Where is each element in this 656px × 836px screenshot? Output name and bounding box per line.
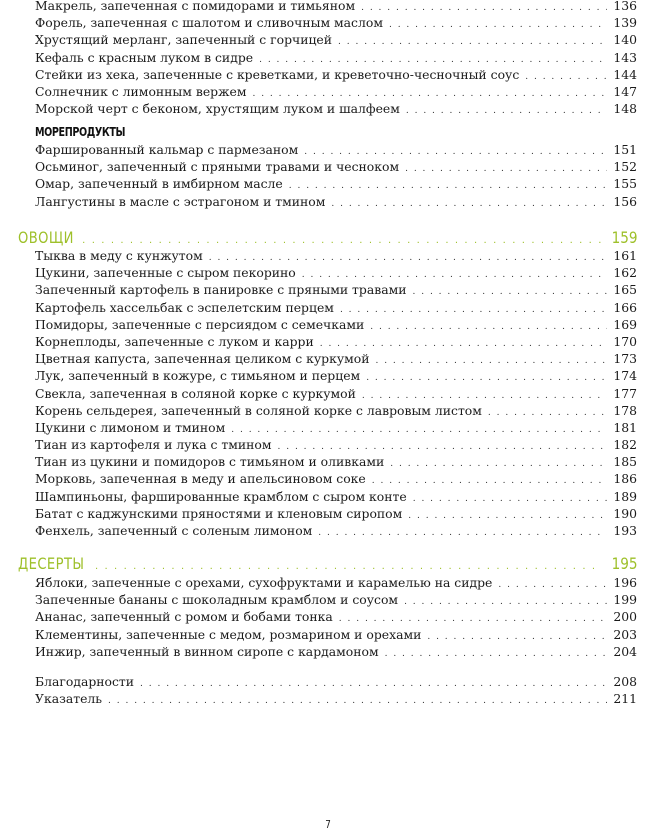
toc-entry xyxy=(35,316,637,333)
entry-page-number: 148 xyxy=(613,101,637,117)
entry-page-number: 143 xyxy=(613,49,637,65)
entry-page-number: 200 xyxy=(613,609,637,625)
entry-title: Лангустины в масле с эстрагоном и тмином xyxy=(35,193,326,209)
entry-title: Запеченные бананы с шоколадным крамблом и соусом xyxy=(35,592,399,608)
desserts-section-header xyxy=(18,554,638,573)
entry-title: Картофель хассельбак с эспелетским перцем xyxy=(35,299,334,315)
dot-leader xyxy=(406,103,607,120)
entry-title: Батат с каджунскими пряностями и кленовым сиропом xyxy=(35,505,403,521)
entry-page-number: 170 xyxy=(613,333,637,349)
toc-entry xyxy=(35,626,637,643)
entry-page-number: 181 xyxy=(613,419,637,435)
vegetables-list xyxy=(35,247,637,539)
desserts-page: 195 xyxy=(612,554,638,573)
entry-page-number: 151 xyxy=(613,142,637,157)
dot-leader xyxy=(361,0,607,17)
dot-leader xyxy=(488,405,607,422)
entry-title: Хрустящий мерланг, запеченный с горчицей xyxy=(35,32,333,48)
entry-page-number: 203 xyxy=(613,626,637,642)
entry-title: Свекла, запеченная в соляной корке с куркумой xyxy=(35,385,356,401)
entry-page-number: 208 xyxy=(613,674,637,689)
dot-leader xyxy=(231,422,607,439)
entry-title: Фенхель, запеченный с соленым лимоном xyxy=(35,523,313,538)
entry-title: Тиан из картофеля и лука с тмином xyxy=(35,437,272,453)
dot-leader xyxy=(498,577,607,594)
entry-page-number: 166 xyxy=(613,299,637,315)
vegetables-section-header xyxy=(18,228,638,247)
toc-entry xyxy=(35,193,637,210)
entry-title: Ананас, запеченный с ромом и бобами тонка xyxy=(35,609,333,625)
toc-entry xyxy=(35,175,637,192)
entry-page-number: 173 xyxy=(613,351,637,367)
toc-entry xyxy=(35,690,637,707)
toc-entry xyxy=(35,299,637,316)
dot-leader xyxy=(108,693,607,710)
toc-entry xyxy=(35,158,637,175)
dot-leader xyxy=(318,525,607,542)
entry-page-number: 139 xyxy=(613,15,637,31)
desserts-heading: ДЕСЕРТЫ xyxy=(18,554,85,573)
entry-title: Запеченный картофель в панировке с пряными травами xyxy=(35,282,407,298)
dot-leader xyxy=(82,235,601,246)
dot-leader xyxy=(331,196,607,213)
entry-page-number: 199 xyxy=(613,592,637,608)
entry-page-number: 178 xyxy=(613,402,637,418)
entry-title: Клементины, запеченные с медом, розмарином и орехами xyxy=(35,626,422,642)
entry-page-number: 140 xyxy=(613,32,637,48)
seafood-section xyxy=(35,121,637,210)
vegetables-heading: ОВОЩИ xyxy=(18,228,74,247)
toc-entry xyxy=(35,66,637,83)
dot-leader xyxy=(525,69,607,86)
entry-page-number: 169 xyxy=(613,316,637,332)
entry-page-number: 204 xyxy=(613,643,637,659)
dot-leader xyxy=(95,561,602,572)
entry-page-number: 161 xyxy=(613,248,637,263)
entry-title: Тиан из цукини и помидоров с тимьяном и оливками xyxy=(35,454,385,470)
dot-leader xyxy=(140,676,607,693)
entry-title: Цветная капуста, запеченная целиком с куркумой xyxy=(35,351,370,367)
entry-page-number: 152 xyxy=(613,159,637,175)
desserts-list xyxy=(35,574,637,660)
entry-title: Морковь, запеченная в меду и апельсиновом соке xyxy=(35,471,366,487)
dot-leader xyxy=(375,353,607,370)
entry-title: Форель, запеченная с шалотом и сливочным маслом xyxy=(35,15,383,31)
entry-page-number: 136 xyxy=(613,0,637,13)
entry-title: Указатель xyxy=(35,691,103,707)
entry-title: Инжир, запеченный в винном сиропе с кардамоном xyxy=(35,643,379,659)
entry-page-number: 144 xyxy=(613,66,637,82)
toc-entry xyxy=(35,83,637,100)
toc-entry xyxy=(35,100,637,117)
toc-entry xyxy=(35,591,637,608)
dot-leader xyxy=(404,594,607,611)
entry-page-number: 211 xyxy=(613,691,637,707)
entry-page-number: 165 xyxy=(613,282,637,298)
dot-leader xyxy=(389,17,607,34)
page-number: 7 xyxy=(325,818,331,831)
entry-title: Цукини с лимоном и тмином xyxy=(35,419,226,435)
toc-entry xyxy=(35,453,637,470)
entry-page-number: 147 xyxy=(613,83,637,99)
toc-entry xyxy=(35,367,637,384)
toc-entry xyxy=(35,673,637,690)
toc-entry xyxy=(35,608,637,625)
dot-leader xyxy=(427,629,607,646)
entry-page-number: 189 xyxy=(613,488,637,504)
dot-leader xyxy=(413,491,608,508)
toc-entry xyxy=(35,247,637,264)
dot-leader xyxy=(405,161,607,178)
dot-leader xyxy=(408,508,607,525)
entry-page-number: 186 xyxy=(613,471,637,487)
entry-page-number: 193 xyxy=(613,523,637,538)
toc-entry xyxy=(35,141,637,158)
entry-page-number: 182 xyxy=(613,437,637,453)
toc-entry xyxy=(35,488,637,505)
entry-title: Шампиньоны, фаршированные крамблом с сыром конте xyxy=(35,488,407,504)
toc-entry xyxy=(35,350,637,367)
toc-entry xyxy=(35,419,637,436)
toc-entry xyxy=(35,31,637,48)
entry-page-number: 177 xyxy=(613,385,637,401)
toc-entry xyxy=(35,281,637,298)
toc-entry xyxy=(35,402,637,419)
entry-title: Солнечник с лимонным вержем xyxy=(35,83,247,99)
dot-leader xyxy=(372,473,608,490)
dot-leader xyxy=(385,646,608,663)
dot-leader xyxy=(338,34,607,51)
toc-entry xyxy=(35,574,637,591)
entry-page-number: 155 xyxy=(613,176,637,192)
entry-page-number: 162 xyxy=(613,265,637,281)
seafood-heading: МОРЕПРОДУКТЫ xyxy=(35,125,126,139)
back-matter-list xyxy=(35,673,637,707)
toc-entry xyxy=(35,505,637,522)
entry-title: Морской черт с беконом, хрустящим луком и шалфеем xyxy=(35,101,400,117)
dot-leader xyxy=(413,284,608,301)
dot-leader xyxy=(366,370,607,387)
entry-title: Омар, запеченный в имбирном масле xyxy=(35,176,283,192)
toc-entry xyxy=(35,14,637,31)
vegetables-page: 159 xyxy=(612,228,638,247)
toc-entry xyxy=(35,49,637,66)
dot-leader xyxy=(340,302,607,319)
dot-leader xyxy=(390,456,607,473)
dot-leader xyxy=(370,319,607,336)
entry-title: Цукини, запеченные с сыром пекорино xyxy=(35,265,296,281)
entry-title: Лук, запеченный в кожуре, с тимьяном и перцем xyxy=(35,368,361,384)
entry-title: Макрель, запеченная с помидорами и тимьяном xyxy=(35,0,356,13)
entry-title: Корнеплоды, запеченные с луком и карри xyxy=(35,333,314,349)
entry-title: Яблоки, запеченные с орехами, сухофруктами и карамелью на сидре xyxy=(35,575,493,590)
toc-entry xyxy=(35,264,637,281)
entry-page-number: 174 xyxy=(613,368,637,384)
entry-title: Стейки из хека, запеченные с креветками, и креветочно-чесночный соус xyxy=(35,66,520,82)
toc-entry xyxy=(35,0,637,14)
dot-leader xyxy=(289,178,608,195)
toc-entry xyxy=(35,333,637,350)
entry-page-number: 156 xyxy=(613,193,637,209)
entry-title: Корень сельдерея, запеченный в соляной корке с лавровым листом xyxy=(35,402,482,418)
seafood-list xyxy=(35,141,637,210)
entry-page-number: 196 xyxy=(613,575,637,590)
fish-list xyxy=(35,0,637,117)
toc-entry xyxy=(35,436,637,453)
entry-title: Помидоры, запеченные с персиядом с семечками xyxy=(35,316,365,332)
toc-entry xyxy=(35,470,637,487)
toc-entry xyxy=(35,643,637,660)
toc-entry xyxy=(35,385,637,402)
entry-page-number: 185 xyxy=(613,454,637,470)
entry-title: Кефаль с красным луком в сидре xyxy=(35,49,254,65)
entry-title: Фаршированный кальмар с пармезаном xyxy=(35,142,299,157)
entry-page-number: 190 xyxy=(613,505,637,521)
entry-title: Осьминог, запеченный с пряными травами и чесноком xyxy=(35,159,400,175)
entry-title: Благодарности xyxy=(35,674,135,689)
toc-entry xyxy=(35,522,637,539)
entry-title: Тыква в меду с кунжутом xyxy=(35,248,203,263)
